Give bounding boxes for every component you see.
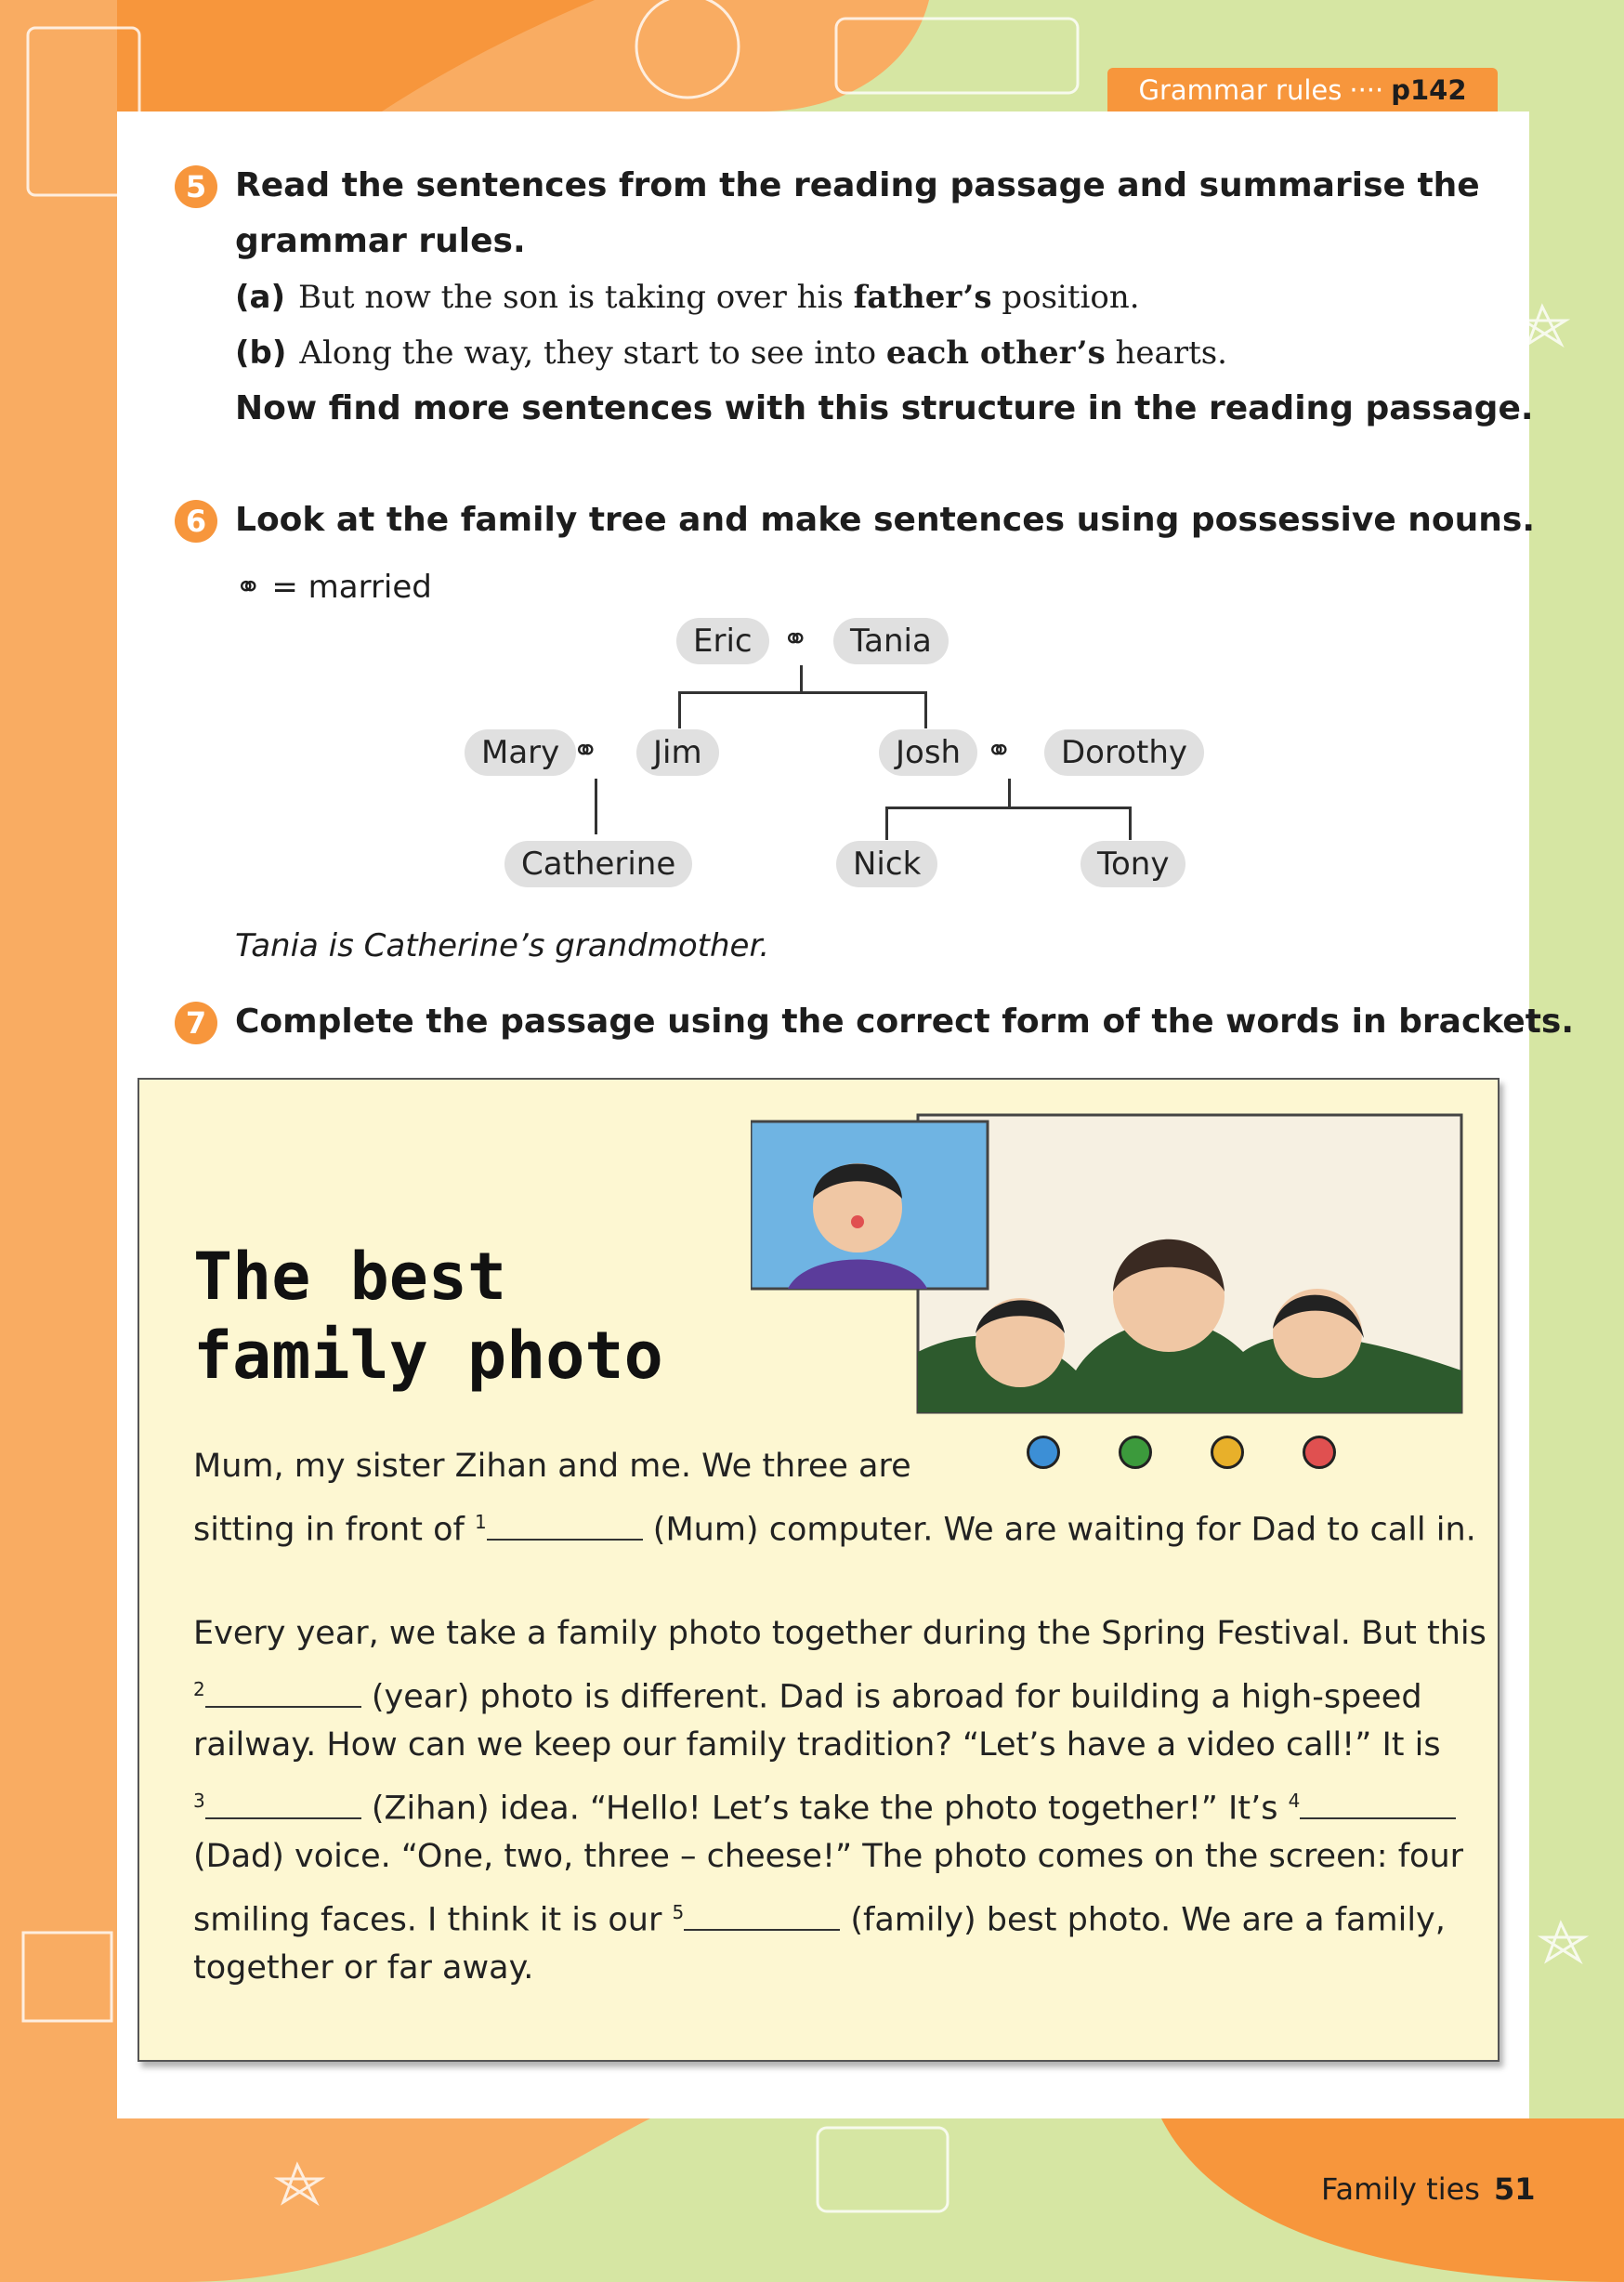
married-legend-text: = married: [271, 569, 432, 606]
passage-line: [193, 1494, 1476, 1558]
passage-line: [193, 1661, 1422, 1725]
person-tania: Tania: [833, 618, 949, 664]
blank-number: 2: [193, 1678, 205, 1700]
tree-line: [678, 691, 681, 728]
answer-blank-1[interactable]: [487, 1511, 643, 1541]
answer-blank-5[interactable]: [684, 1901, 840, 1931]
person-josh: Josh: [879, 729, 977, 776]
married-rings-icon: ⚭: [782, 621, 800, 658]
sentence-b-tag: (b): [235, 334, 287, 372]
married-legend: [235, 569, 432, 606]
blank-number: 4: [1288, 1790, 1301, 1812]
phone-icon[interactable]: [1119, 1436, 1152, 1469]
married-rings-icon: ⚭: [235, 569, 262, 606]
tree-line: [1129, 807, 1132, 840]
passage-line: Mum, my sister Zihan and me. We three are: [193, 1448, 911, 1485]
person-mary: Mary: [465, 729, 576, 776]
tree-line: [678, 691, 927, 694]
answer-blank-3[interactable]: [205, 1790, 361, 1819]
passage-text: smiling faces. I think it is our: [193, 1901, 673, 1939]
passage-title-line2: family photo: [193, 1318, 663, 1394]
person-tony: Tony: [1080, 841, 1185, 887]
example-sentence: Tania is Catherine’s grandmother.: [235, 927, 770, 964]
passage-text: (year) photo is different. Dad is abroad for building a high-speed: [360, 1678, 1422, 1716]
answer-blank-4[interactable]: [1300, 1790, 1456, 1819]
passage-text: (Zihan) idea. “Hello! Let’s take the photo together!” It’s: [360, 1790, 1289, 1828]
passage-text: sitting in front of: [193, 1511, 475, 1549]
video-icon[interactable]: [1027, 1436, 1060, 1469]
sentence-a-post: position.: [991, 279, 1140, 316]
person-dorothy: Dorothy: [1044, 729, 1204, 776]
sentence-a-bold: father’s: [853, 279, 992, 316]
video-call-illustration: [751, 1110, 1466, 1491]
passage-line: Every year, we take a family photo together during the Spring Festival. But this: [193, 1615, 1486, 1652]
question-7-number: 7: [175, 1002, 217, 1044]
passage-line: [193, 1773, 1456, 1837]
grammar-rules-label: Grammar rules: [1138, 74, 1342, 106]
answer-blank-2[interactable]: [205, 1678, 361, 1708]
passage-text: (Mum) computer. We are waiting for Dad to call in.: [642, 1511, 1476, 1549]
chat-icon[interactable]: [1211, 1436, 1244, 1469]
page-number: 51: [1494, 2171, 1536, 2207]
married-rings-icon: ⚭: [986, 732, 1003, 769]
grammar-rules-tab[interactable]: [1107, 68, 1498, 112]
passage-line: (Dad) voice. “One, two, three – cheese!” The photo comes on the screen: four: [193, 1838, 1464, 1875]
tree-line: [885, 807, 888, 840]
person-catherine: Catherine: [504, 841, 692, 887]
tree-line: [800, 665, 803, 691]
blank-number: 3: [193, 1790, 205, 1812]
sentence-a-pre: But now the son is taking over his: [298, 279, 854, 316]
grammar-page-ref: p142: [1391, 74, 1467, 106]
tab-dots: ····: [1349, 74, 1384, 106]
sentence-b: [235, 334, 1227, 372]
married-rings-icon: ⚭: [572, 732, 590, 769]
blank-number: 1: [474, 1511, 487, 1533]
blank-number: 5: [672, 1901, 685, 1923]
sentence-b-pre: Along the way, they start to see into: [299, 334, 886, 372]
tree-line: [885, 807, 1132, 809]
sentence-a-tag: (a): [235, 279, 286, 316]
sentence-b-bold: each other’s: [885, 334, 1106, 372]
unit-title: Family ties: [1321, 2171, 1480, 2207]
passage-line: [193, 1884, 1446, 1948]
question-5-text-line1: Read the sentences from the reading passage and summarise the: [235, 166, 1480, 204]
passage-title-line1: The best: [193, 1239, 507, 1315]
question-6-number: 6: [175, 500, 217, 543]
person-nick: Nick: [836, 841, 937, 887]
sentence-b-post: hearts.: [1105, 334, 1227, 372]
tree-line: [1008, 779, 1011, 807]
person-jim: Jim: [636, 729, 719, 776]
sentence-a: [235, 279, 1140, 316]
question-5-instruction: Now find more sentences with this structure in the reading passage.: [235, 389, 1534, 427]
question-5-number: 5: [175, 165, 217, 208]
passage-text: (family) best photo. We are a family,: [840, 1901, 1446, 1939]
question-5-text-line2: grammar rules.: [235, 222, 526, 260]
passage-line: together or far away.: [193, 1949, 534, 1987]
tree-line: [595, 779, 597, 834]
hang-up-icon[interactable]: [1303, 1436, 1336, 1469]
question-6-text: Look at the family tree and make sentences using possessive nouns.: [235, 501, 1536, 539]
tree-line: [924, 691, 927, 728]
person-eric: Eric: [676, 618, 769, 664]
question-7-text: Complete the passage using the correct form of the words in brackets.: [235, 1003, 1575, 1041]
passage-line: railway. How can we keep our family tradition? “Let’s have a video call!” It is: [193, 1726, 1441, 1764]
